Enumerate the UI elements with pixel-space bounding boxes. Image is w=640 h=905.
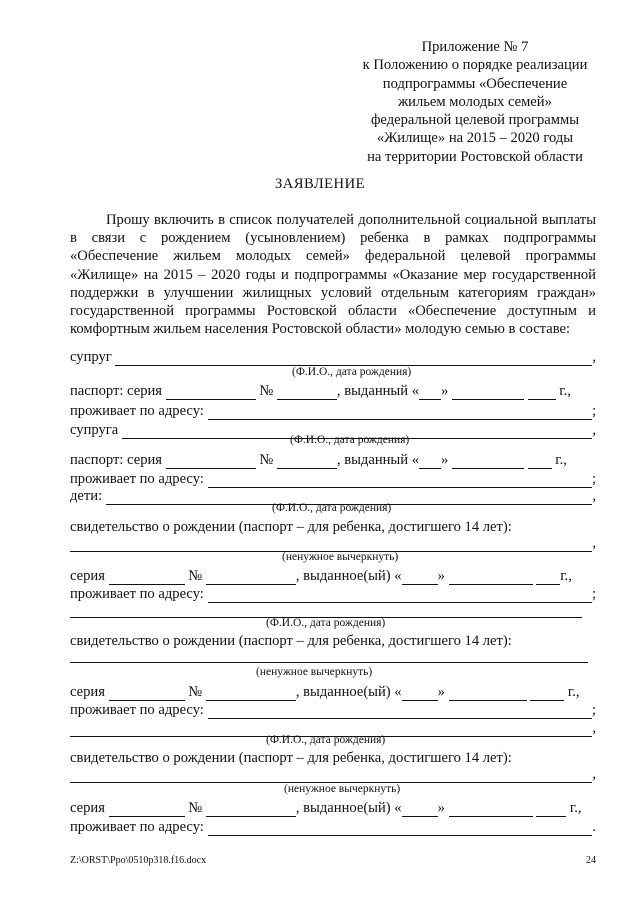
issue-year-field[interactable] (530, 686, 564, 701)
certificate-row: свидетельство о рождении (паспорт – для ребенка, достигшего 14 лет): (70, 633, 512, 649)
number-field[interactable] (206, 686, 296, 701)
series-row: серия № , выданное(ый) « » г., (70, 800, 582, 816)
certificate-row: свидетельство о рождении (паспорт – для ребенка, достигшего 14 лет): (70, 750, 512, 766)
issue-day-field[interactable] (419, 454, 441, 469)
issue-month-field[interactable] (449, 802, 533, 817)
passport-series-field[interactable] (166, 385, 256, 400)
issue-month-field[interactable] (452, 454, 524, 469)
address-field[interactable] (208, 821, 593, 836)
address-row-child: проживает по адресу: ; (70, 702, 596, 718)
address-field[interactable] (208, 473, 592, 488)
certificate-field[interactable] (70, 537, 592, 552)
document-title: ЗАЯВЛЕНИЕ (274, 176, 366, 192)
header-line: Приложение № 7 (421, 39, 529, 55)
series-row: серия № , выданное(ый) « » г., (70, 684, 580, 700)
header-line: на территории Ростовской области (367, 148, 583, 165)
passport-series-field[interactable] (166, 454, 256, 469)
passport-row-female: паспорт: серия № , выданный « » г., (70, 452, 567, 468)
certificate-row: свидетельство о рождении (паспорт – для ребенка, достигшего 14 лет): (70, 519, 512, 535)
issue-day-field[interactable] (402, 686, 438, 701)
address-row-child: проживает по адресу: ; (70, 586, 596, 602)
certificate-field-row: , (70, 534, 596, 552)
children-row: дети: , (70, 488, 596, 504)
certificate-field[interactable] (70, 648, 588, 663)
fio-caption: (Ф.И.О., дата рождения) (272, 502, 392, 514)
series-row: серия № , выданное(ый) « » г., (70, 568, 572, 584)
header-line: к Положению о порядке реализации (362, 57, 588, 74)
intro-paragraph (70, 211, 596, 338)
series-field[interactable] (109, 802, 185, 817)
header-line: «Жилище» на 2015 – 2020 годы (376, 130, 574, 147)
spouse-male-field[interactable] (115, 351, 592, 366)
spouse-male-label: супруг (70, 349, 112, 365)
certificate-field[interactable] (70, 768, 592, 783)
address-row-child: проживает по адресу: . (70, 819, 596, 835)
header-line: федеральной целевой программы (370, 112, 580, 129)
fio-caption: (Ф.И.О., дата рождения) (290, 434, 410, 446)
issue-day-field[interactable] (402, 570, 438, 585)
header-line: жильем молодых семей» (398, 93, 552, 110)
passport-number-field[interactable] (277, 385, 337, 400)
certificate-field-row (70, 648, 588, 663)
series-field[interactable] (109, 570, 185, 585)
issue-year-field[interactable] (536, 802, 566, 817)
spouse-female-label: супруга (70, 422, 119, 438)
child-name-row (70, 603, 582, 618)
number-field[interactable] (206, 570, 296, 585)
header-line: подпрограммы «Обеспечение (382, 75, 568, 92)
issue-month-field[interactable] (449, 570, 533, 585)
issue-year-field[interactable] (536, 570, 560, 585)
strike-caption: (ненужное вычеркнуть) (282, 551, 399, 563)
address-row-male: проживает по адресу: ; (70, 403, 596, 419)
spouse-female-row: супруга , (70, 422, 596, 438)
children-label: дети: (70, 488, 103, 504)
passport-number-field[interactable] (277, 454, 337, 469)
address-field[interactable] (208, 704, 592, 719)
passport-row-male: паспорт: серия № , выданный « » г., (70, 383, 571, 399)
address-row-female: проживает по адресу: ; (70, 471, 596, 487)
issue-year-field[interactable] (528, 454, 552, 469)
series-field[interactable] (109, 686, 185, 701)
fio-caption: (Ф.И.О., дата рождения) (292, 366, 412, 378)
issue-year-field[interactable] (528, 385, 556, 400)
spouse-male-row: супруг , (70, 349, 596, 365)
issue-month-field[interactable] (449, 686, 527, 701)
fio-caption: (Ф.И.О., дата рождения) (266, 617, 386, 629)
page-number: 24 (586, 855, 596, 866)
certificate-field-row: , (70, 765, 596, 783)
strike-caption: (ненужное вычеркнуть) (284, 783, 401, 795)
fio-caption: (Ф.И.О., дата рождения) (266, 734, 386, 746)
child-name-row: , (70, 719, 596, 737)
strike-caption: (ненужное вычеркнуть) (256, 666, 373, 678)
issue-day-field[interactable] (419, 385, 441, 400)
issue-day-field[interactable] (402, 802, 438, 817)
issue-month-field[interactable] (452, 385, 524, 400)
address-field[interactable] (208, 588, 592, 603)
intro-text: Прошу включить в список получателей дополнительной социальной выплаты в связи с рождением (усыновлением) ребенка в рамках подпрограммы «Обеспечение жильем молодых семей» федеральной целевой программы «Жилище» на 2015 – 2020 годы и подпрограммы «Оказание мер государственной поддержки в улучшении жилищных условий отдельным категориям граждан» государственной программы Ростовской области «Обеспечение доступным и комфортным жильем населения Ростовской области» молодую семью в составе: (70, 212, 596, 338)
appendix-header (340, 38, 610, 166)
file-path: Z:\ORST\Ppo\0510p318.f16.docx (70, 855, 207, 866)
address-field[interactable] (208, 405, 592, 420)
number-field[interactable] (206, 802, 296, 817)
child-field[interactable] (70, 603, 582, 618)
